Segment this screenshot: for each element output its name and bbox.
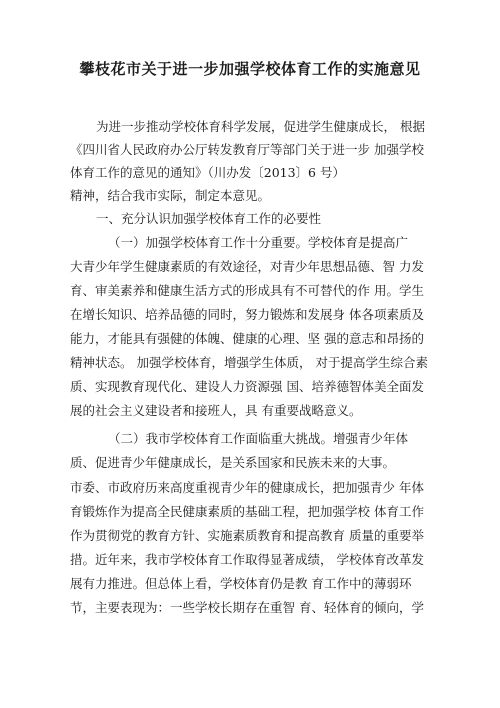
section-heading: 一、充分认识加强学校体育工作的必要性 — [96, 211, 322, 226]
paragraph-line: 质、实现教育现代化、建设人力资源强 国、培养德智体美全面发 — [70, 379, 424, 394]
paragraph-line: 节，主要表现为：一些学校长期存在重智 育、轻体育的倾向，学 — [70, 600, 424, 615]
paragraph-line: 精神，结合我市实际，制定本意见。 — [70, 188, 271, 203]
document-title: 攀枝花市关于进一步加强学校体育工作的实施意见 — [79, 60, 421, 78]
paragraph-line: 体育工作的意见的通知》（川办发〔2013〕6 号） — [70, 165, 345, 180]
paragraph-line: 措。近年来，我市学校体育工作取得显著成绩， 学校体育改革发 — [70, 552, 424, 567]
paragraph-line: 质、促进青少年健康成长，是关系国家和民族未来的大事。 — [70, 455, 396, 470]
paragraph-line: 精神状态。 加强学校体育，增强学生体质， 对于提高学生综合素 — [70, 355, 428, 370]
paragraph-line: 大青少年学生健康素质的有效途径，对青少年思想品德、智 力发 — [70, 259, 424, 274]
paragraph-line: 育、审美素养和健康生活方式的形成具有不可替代的作 用。学生 — [70, 283, 424, 298]
subsection-heading: （二）我市学校体育工作面临重大挑战。增强青少年体 — [108, 431, 409, 446]
paragraph-line: 展有力推进。但总体上看，学校体育仍是教 育工作中的薄弱环 — [70, 576, 412, 591]
paragraph-line: 能力，才能具有强健的体魄、健康的心理、坚 强的意志和昂扬的 — [70, 331, 424, 346]
paragraph-line: 《四川省人民政府办公厅转发教育厅等部门关于进一步 加强学校 — [70, 142, 424, 157]
subsection-heading: （一）加强学校体育工作十分重要。学校体育是提高广 — [108, 235, 409, 250]
paragraph-line: 展的社会主义建设者和接班人，具 有重要战略意义。 — [70, 403, 362, 418]
paragraph-line: 育锻炼作为提高全民健康素质的基础工程，把加强学校 体育工作 — [70, 504, 424, 519]
paragraph-line: 在增长知识、培养品德的同时，努力锻炼和发展身 体各项素质及 — [70, 307, 424, 322]
paragraph-line: 为进一步推动学校体育科学发展，促进学生健康成长， 根据 — [96, 119, 425, 134]
paragraph-line: 作为贯彻党的教育方针、实施素质教育和提高教育 质量的重要举 — [70, 528, 424, 543]
paragraph-line: 市委、市政府历来高度重视青少年的健康成长，把加强青少 年体 — [70, 480, 424, 495]
